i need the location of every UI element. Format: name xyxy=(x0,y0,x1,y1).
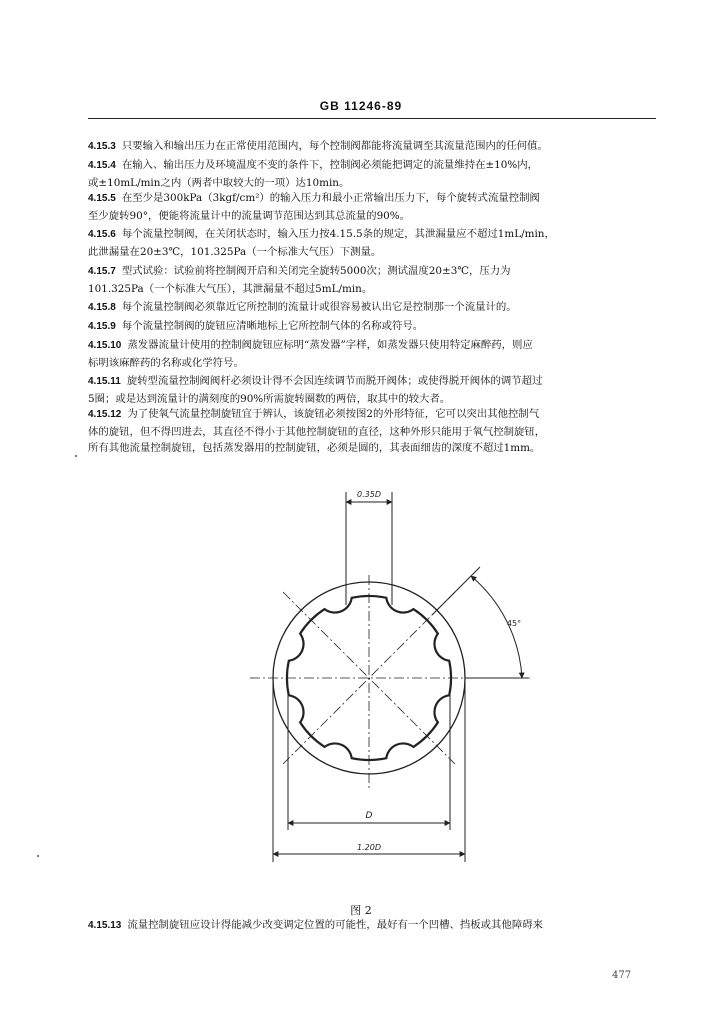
clause-number: 4.15.5 xyxy=(88,193,116,204)
clause-number: 4.15.10 xyxy=(88,340,122,351)
clause-text: 为了使氧气流量控制旋钮宜于辨认，该旋钮必须按图2的外形特征，它可以突出其他控制气 xyxy=(127,408,540,420)
clause-text: 在至少是300kPa（3kgf/cm²）的输入压力和最小正常输出压力下，每个旋转式流量控制阀 xyxy=(121,192,540,204)
clause-text: 流量控制旋钮应设计得能减少改变调定位置的可能性，最好有一个凹槽、挡板或其他障碍来 xyxy=(127,919,543,931)
clause-text: 在输入、输出压力及环境温度不变的条件下，控制阀必须能把调定的流量维持在±10%内， xyxy=(121,159,539,171)
label-1-20d: 1.20D xyxy=(357,843,381,852)
clause-text: 标明该麻醉药的名称或化学符号。 xyxy=(88,356,244,369)
figure-caption: 图 2 xyxy=(350,904,372,917)
clause-text: 每个流量控制阀必须靠近它所控制的流量计或很容易被认出它是控制那一个流量计的。 xyxy=(121,301,517,313)
clause-text: 只要输入和输出压力在正常使用范围内，每个控制阀都能将流量调至其流量范围内的任何值。 xyxy=(121,140,548,152)
clause-text: 所有其他流量控制旋钮，包括蒸发器用的控制旋钮，必须是圆的，其表面细齿的深度不超过1mm。 xyxy=(88,442,541,454)
label-0-35d: 0.35D xyxy=(357,490,381,499)
clause-text: 或±10mL/min之内（两者中取较大的一项）达10min。 xyxy=(88,176,350,189)
clause-number: 4.15.11 xyxy=(88,376,121,387)
clause-number: 4.15.8 xyxy=(88,302,116,313)
clause-text: 至少旋转90°，便能将流量计中的流量调节范围达到其总流量的90%。 xyxy=(88,209,411,222)
clause-text: 每个流量控制阀，在关闭状态时，输入压力按4.15.5条的规定，其泄漏量应不超过1mL/min， xyxy=(121,228,555,240)
page-number: 477 xyxy=(612,970,632,981)
clause-text: 5圈；或是达到流量计的满刻度的90%所需旋转圈数的两倍，取其中的较大者。 xyxy=(88,392,451,405)
clause-number: 4.15.7 xyxy=(88,266,116,277)
clause-number: 4.15.9 xyxy=(88,321,116,332)
page-header: GB 11246-89 xyxy=(319,99,403,113)
label-angle: 45° xyxy=(506,619,522,628)
clause-text: 此泄漏量在20±3℃，101.325Pa（一个标准大气压）下测量。 xyxy=(88,245,382,258)
clause-text: 型式试验：试验前将控制阀开启和关闭完全旋转5000次；测试温度20±3℃，压力为 xyxy=(121,265,511,277)
clause-number: 4.15.3 xyxy=(88,141,116,152)
clause-text: 体的旋钮，但不得凹进去，其直径不得小于其他控制旋钮的直径，这种外形只能用于氧气控制旋钮， xyxy=(88,425,546,438)
clause-number: 4.15.12 xyxy=(88,409,122,420)
clause-number: 4.15.4 xyxy=(88,160,116,171)
clause-text: 每个流量控制阀的旋钮应清晰地标上它所控制气体的名称或符号。 xyxy=(121,320,424,332)
clause-text: 旋转型流量控制阀阀杆必须设计得不会因连续调节而脱开阀体；或使得脱开阀体的调节超过 xyxy=(126,375,543,387)
clause-number: 4.15.6 xyxy=(88,229,116,240)
clause-text: 蒸发器流量计使用的控制阀旋钮应标明“蒸发器”字样，如蒸发器只使用特定麻醉药，则应 xyxy=(127,339,533,351)
label-d: D xyxy=(365,811,373,821)
clause-number: 4.15.13 xyxy=(88,920,122,931)
clause-text: 101.325Pa（一个标准大气压），其泄漏量不超过5mL/min。 xyxy=(88,282,373,295)
